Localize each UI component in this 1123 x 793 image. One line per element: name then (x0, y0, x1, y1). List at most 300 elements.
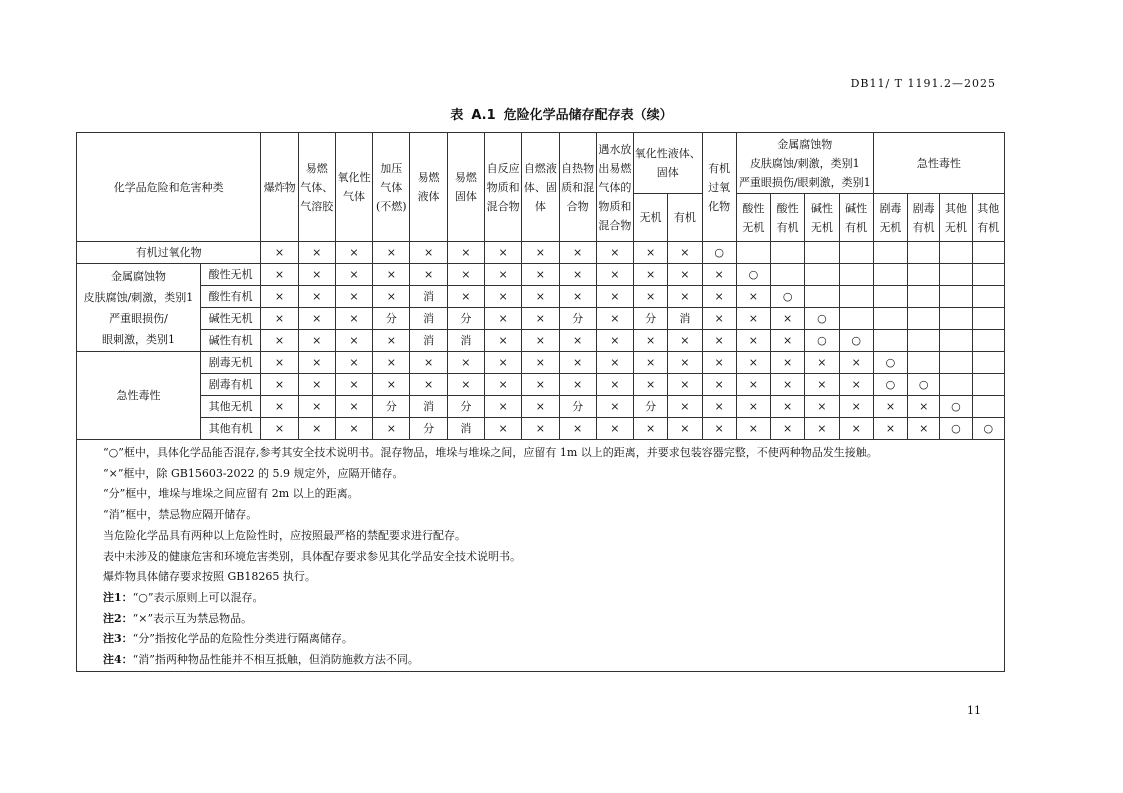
header-text-line: 有机 (912, 220, 935, 234)
table-cell (873, 308, 907, 330)
table-cell: × (484, 374, 521, 396)
table-cell: × (522, 374, 559, 396)
table-cell: × (736, 286, 770, 308)
note-text: “消”指两种物品性能并不相互抵触，但消防施救方法不同。 (132, 653, 419, 667)
header-text-line: 易燃 (417, 171, 440, 184)
header-text-line: 严重眼损伤/眼刺激，类别1 (738, 175, 871, 189)
table-cell: × (668, 264, 702, 286)
table-cell: × (736, 308, 770, 330)
header-text-line: 加压 (380, 161, 403, 175)
header-text-line: 气溶胶 (300, 199, 334, 213)
col-header-1 (298, 133, 335, 242)
table-cell: 分 (559, 396, 596, 418)
table-cell: 分 (634, 308, 668, 330)
row-group-corrosive (77, 264, 201, 352)
table-cell: × (908, 418, 940, 440)
table-cell: × (771, 352, 805, 374)
table-cell: × (634, 264, 668, 286)
table-cell: ○ (702, 242, 736, 264)
table-cell (839, 308, 873, 330)
table-cell: × (484, 352, 521, 374)
table-cell: × (596, 330, 633, 352)
col-header-6 (484, 133, 521, 242)
table-cell: × (484, 242, 521, 264)
table-title-text: 危险化学品储存配存表（续） (503, 108, 673, 123)
table-cell: × (839, 396, 873, 418)
table-cell (972, 242, 1004, 264)
table-cell (908, 330, 940, 352)
col-header-oxidizer: 氧化性液体、固体 (634, 133, 703, 194)
table-cell: × (522, 418, 559, 440)
header-text-line: 氧化性 (337, 171, 371, 184)
table-cell: × (373, 374, 410, 396)
table-cell: ○ (908, 374, 940, 396)
note-line (103, 464, 1004, 485)
col-subheader-toxic-3 (972, 194, 1004, 242)
header-text-line: 有机 (845, 220, 868, 234)
header-text-line: 气体 (380, 180, 403, 194)
table-row-corrosive (77, 330, 1005, 352)
table-cell: 消 (668, 308, 702, 330)
table-cell: × (522, 242, 559, 264)
table-cell: × (522, 396, 559, 418)
table-cell: × (805, 396, 839, 418)
table-cell: ○ (873, 352, 907, 374)
table-cell: × (298, 352, 335, 374)
table-cell: × (634, 418, 668, 440)
table-cell: × (559, 418, 596, 440)
table-cell: × (522, 264, 559, 286)
table-cell (972, 396, 1004, 418)
table-cell: × (522, 330, 559, 352)
table-cell: × (447, 264, 484, 286)
table-cell: × (668, 286, 702, 308)
table-cell: × (908, 396, 940, 418)
table-cell (873, 286, 907, 308)
table-cell: × (298, 264, 335, 286)
header-text-line: 易燃 (305, 161, 328, 175)
table-cell: × (839, 418, 873, 440)
table-cell (940, 330, 972, 352)
table-cell (805, 242, 839, 264)
table-cell: × (634, 330, 668, 352)
table-cell (972, 330, 1004, 352)
table-cell: × (410, 352, 447, 374)
table-cell (972, 264, 1004, 286)
row-sublabel: 剧毒有机 (200, 374, 260, 396)
note-text: “×”框中，除 GB15603-2022 的 5.9 规定外，应隔开储存。 (103, 466, 404, 480)
table-cell: × (335, 352, 372, 374)
header-text-line: 体、固 (523, 180, 557, 194)
table-cell: × (596, 396, 633, 418)
table-cell (908, 264, 940, 286)
table-cell (972, 352, 1004, 374)
header-text-line: 合物 (566, 199, 589, 213)
table-cell (771, 242, 805, 264)
table-cell (736, 242, 770, 264)
table-cell: × (298, 374, 335, 396)
table-cell: × (668, 352, 702, 374)
table-cell: × (261, 330, 298, 352)
table-row-corrosive (77, 264, 1005, 286)
table-cell (839, 264, 873, 286)
table-cell: × (736, 396, 770, 418)
col-header-7 (522, 133, 559, 242)
table-cell: × (771, 330, 805, 352)
table-cell: × (668, 330, 702, 352)
table-cell: × (736, 418, 770, 440)
table-row-toxic (77, 396, 1005, 418)
col-header-2 (335, 133, 372, 242)
table-cell: × (484, 264, 521, 286)
table-cell: ○ (805, 308, 839, 330)
header-text-line: 混合物 (598, 218, 632, 232)
table-row-toxic (77, 374, 1005, 396)
table-cell: × (559, 286, 596, 308)
table-cell: × (335, 374, 372, 396)
table-cell: × (736, 352, 770, 374)
table-cell: × (559, 352, 596, 374)
table-cell: × (261, 308, 298, 330)
table-cell (908, 308, 940, 330)
table-cell: × (373, 286, 410, 308)
table-cell: × (559, 242, 596, 264)
table-cell: × (335, 286, 372, 308)
table-cell: 分 (447, 308, 484, 330)
table-notes (77, 440, 1005, 672)
table-cell: × (410, 242, 447, 264)
header-text-line: 无机 (810, 220, 833, 234)
table-cell: × (596, 374, 633, 396)
col-subheader-corrosive-0 (736, 194, 770, 242)
storage-compatibility-table (76, 132, 1005, 672)
table-row-organic-peroxide (77, 242, 1005, 264)
note-prefix: 注3： (103, 632, 133, 646)
table-cell: × (559, 330, 596, 352)
table-cell: × (702, 330, 736, 352)
table-cell: × (335, 396, 372, 418)
table-cell: 分 (559, 308, 596, 330)
table-cell (972, 286, 1004, 308)
col-subheader-oxidizer-1: 有机 (668, 194, 702, 242)
note-text: 表中未涉及的健康危害和环境危害类别，具体配存要求参见其化学品安全技术说明书。 (103, 549, 521, 563)
row-group-toxic: 急性毒性 (77, 352, 201, 440)
table-cell: 消 (410, 330, 447, 352)
header-text-line: 气体的 (598, 180, 632, 194)
col-header-5 (447, 133, 484, 242)
note-line (103, 505, 1004, 526)
col-subheader-corrosive-3 (839, 194, 873, 242)
table-cell: ○ (873, 374, 907, 396)
table-cell: × (484, 418, 521, 440)
table-cell: × (261, 352, 298, 374)
header-text-line: 质和混 (561, 180, 595, 194)
note-line (103, 588, 1004, 609)
table-cell: × (261, 374, 298, 396)
table-cell: × (335, 242, 372, 264)
table-cell (908, 352, 940, 374)
table-cell (805, 264, 839, 286)
table-cell: ○ (940, 396, 972, 418)
table-cell: × (839, 352, 873, 374)
table-cell: × (484, 330, 521, 352)
col-header-0: 爆炸物 (261, 133, 298, 242)
header-text-line: 金属腐蚀物 (110, 269, 166, 283)
note-text: “○”表示原则上可以混存。 (132, 590, 264, 604)
table-cell: × (702, 352, 736, 374)
note-text: “分”指按化学品的危险性分类进行隔离储存。 (132, 632, 353, 646)
row-sublabel: 其他无机 (200, 396, 260, 418)
header-text-line: 自热物 (561, 161, 595, 175)
table-cell: × (447, 374, 484, 396)
col-header-9 (596, 133, 633, 242)
table-cell: × (261, 264, 298, 286)
header-text-line: 无机 (879, 220, 902, 234)
table-cell: × (634, 352, 668, 374)
table-cell (940, 374, 972, 396)
table-cell (972, 374, 1004, 396)
header-text-line: 酸性 (742, 201, 765, 215)
table-row-corrosive (77, 308, 1005, 330)
table-cell: × (596, 242, 633, 264)
table-cell (972, 308, 1004, 330)
header-text-line: 有机 (708, 161, 731, 175)
table-cell: ○ (972, 418, 1004, 440)
table-cell (940, 286, 972, 308)
table-cell: × (805, 352, 839, 374)
table-cell: × (335, 308, 372, 330)
col-header-corrosive (736, 133, 873, 194)
table-cell (940, 242, 972, 264)
table-cell: × (839, 374, 873, 396)
table-cell: × (596, 352, 633, 374)
note-text: 当危险化学品具有两种以上危险性时，应按照最严格的禁配要求进行配存。 (103, 528, 466, 542)
header-row-1 (77, 133, 1005, 194)
table-cell: × (298, 286, 335, 308)
col-header-organic-peroxide (702, 133, 736, 242)
table-cell: × (298, 418, 335, 440)
table-cell: × (634, 374, 668, 396)
table-cell: × (771, 308, 805, 330)
table-cell: × (410, 264, 447, 286)
table-cell: × (702, 264, 736, 286)
table-cell: 消 (410, 308, 447, 330)
table-cell: × (484, 286, 521, 308)
header-text-line: 酸性 (776, 201, 799, 215)
table-cell (771, 264, 805, 286)
header-text-line: 出易燃 (598, 161, 632, 175)
table-cell (839, 242, 873, 264)
row-label: 有机过氧化物 (77, 242, 261, 264)
table-cell (940, 352, 972, 374)
note-line (103, 443, 1004, 464)
table-cell: × (736, 330, 770, 352)
note-text: 爆炸物具体储存要求按照 GB18265 执行。 (103, 570, 316, 584)
table-number: A.1 (471, 108, 496, 123)
table-cell: 消 (447, 330, 484, 352)
table-cell: × (596, 264, 633, 286)
header-text-line: 剧毒 (879, 201, 902, 215)
table-cell: × (298, 308, 335, 330)
header-text-line: 自燃液 (523, 161, 557, 175)
table-cell: × (596, 308, 633, 330)
note-line (103, 609, 1004, 630)
table-row-toxic (77, 352, 1005, 374)
table-cell: × (596, 418, 633, 440)
table-cell: 消 (410, 396, 447, 418)
row-sublabel: 碱性无机 (200, 308, 260, 330)
table-cell: × (373, 242, 410, 264)
header-text-line: 其他 (944, 201, 967, 215)
note-prefix: 注2： (103, 611, 133, 625)
header-text-line: 有机 (977, 220, 1000, 234)
table-cell: 分 (373, 308, 410, 330)
table-cell: × (559, 374, 596, 396)
note-line (103, 547, 1004, 568)
table-cell (839, 286, 873, 308)
table-cell: × (447, 352, 484, 374)
header-text-line: 化物 (708, 199, 731, 213)
table-cell: × (261, 242, 298, 264)
table-cell: × (335, 418, 372, 440)
header-text-line: 金属腐蚀物 (777, 137, 833, 151)
table-cell: × (771, 418, 805, 440)
table-cell: × (736, 374, 770, 396)
table-cell (940, 264, 972, 286)
table-cell (873, 242, 907, 264)
table-cell: × (702, 308, 736, 330)
table-cell: × (298, 396, 335, 418)
table-cell: ○ (805, 330, 839, 352)
table-cell: × (373, 264, 410, 286)
header-text-line: 眼刺激，类别1 (101, 332, 175, 346)
table-cell: 分 (447, 396, 484, 418)
table-cell: × (668, 396, 702, 418)
col-header-toxic: 急性毒性 (873, 133, 1004, 194)
table-cell: × (373, 418, 410, 440)
table-cell: × (668, 242, 702, 264)
table-cell (805, 286, 839, 308)
note-line (103, 567, 1004, 588)
col-subheader-toxic-0 (873, 194, 907, 242)
table-cell: × (261, 418, 298, 440)
header-text-line: 易燃 (454, 171, 477, 184)
table-cell: × (873, 396, 907, 418)
table-cell: × (634, 286, 668, 308)
header-text-line: 固体 (454, 190, 477, 203)
table-cell: × (596, 286, 633, 308)
table-cell: × (522, 286, 559, 308)
table-cell (908, 286, 940, 308)
header-text-line: 遇水放 (598, 142, 632, 156)
header-text-line: 物质和 (598, 199, 632, 213)
table-row-corrosive (77, 286, 1005, 308)
table-cell: × (559, 264, 596, 286)
header-text-line: 混合物 (486, 199, 520, 213)
col-subheader-oxidizer-0: 无机 (634, 194, 668, 242)
col-subheader-corrosive-1 (771, 194, 805, 242)
table-cell: × (373, 352, 410, 374)
document-code: DB11/ T 1191.2—2025 (850, 77, 996, 90)
table-title-prefix: 表 (450, 108, 464, 123)
table-cell: × (410, 374, 447, 396)
header-text-line: 碱性 (845, 201, 868, 215)
row-sublabel: 酸性有机 (200, 286, 260, 308)
table-cell: × (668, 418, 702, 440)
header-text-line: 其他 (977, 201, 1000, 215)
table-cell: × (335, 264, 372, 286)
col-subheader-toxic-2 (940, 194, 972, 242)
note-line (103, 526, 1004, 547)
note-text: “○”框中，具体化学品能否混存,参考其安全技术说明书。混存物品，堆垛与堆垛之间，应留有 1m 以上的距离，并要求包装容器完整，不使两种物品发生接触。 (103, 446, 878, 459)
table-cell (940, 308, 972, 330)
table-cell: ○ (940, 418, 972, 440)
header-text-line: (不燃) (376, 199, 407, 213)
table-cell: × (298, 330, 335, 352)
table-cell: × (702, 396, 736, 418)
header-text-line: 体 (534, 199, 546, 213)
table-cell: × (771, 374, 805, 396)
header-text-line: 有机 (776, 220, 799, 234)
col-subheader-corrosive-2 (805, 194, 839, 242)
table-cell: × (447, 286, 484, 308)
table-cell: × (484, 308, 521, 330)
header-text-line: 无机 (742, 220, 765, 234)
page-number: 11 (967, 704, 981, 717)
note-line (103, 629, 1004, 650)
note-line (103, 484, 1004, 505)
table-cell: × (702, 374, 736, 396)
table-cell: × (261, 396, 298, 418)
header-text-line: 剧毒 (912, 201, 935, 215)
table-cell: × (484, 396, 521, 418)
col-header-4 (410, 133, 447, 242)
table-title (0, 104, 1123, 123)
table-cell: × (447, 242, 484, 264)
table-cell: 消 (447, 418, 484, 440)
table-cell: × (805, 374, 839, 396)
table-cell: × (771, 396, 805, 418)
row-sublabel: 其他有机 (200, 418, 260, 440)
note-text: “消”框中，禁忌物应隔开储存。 (103, 508, 258, 522)
row-header-label: 化学品危险和危害种类 (77, 133, 261, 242)
note-prefix: 注4： (103, 653, 133, 667)
table-cell: ○ (736, 264, 770, 286)
table-cell: × (702, 286, 736, 308)
row-sublabel: 碱性有机 (200, 330, 260, 352)
note-line (103, 650, 1004, 671)
table-cell (873, 330, 907, 352)
header-text-line: 自反应 (486, 161, 520, 175)
table-cell: × (373, 330, 410, 352)
note-text: “分”框中，堆垛与堆垛之间应留有 2m 以上的距离。 (103, 487, 359, 501)
header-text-line: 皮肤腐蚀/刺激，类别1 (83, 290, 194, 304)
header-text-line: 过氧 (708, 180, 731, 194)
table-cell: × (335, 330, 372, 352)
note-text: “×”表示互为禁忌物品。 (132, 611, 253, 625)
header-text-line: 气体 (343, 190, 366, 203)
header-text-line: 皮肤腐蚀/刺激，类别1 (749, 156, 860, 170)
col-subheader-toxic-1 (908, 194, 940, 242)
table-cell: × (261, 286, 298, 308)
header-text-line: 碱性 (810, 201, 833, 215)
table-cell: × (298, 242, 335, 264)
table-cell: × (668, 374, 702, 396)
row-sublabel: 剧毒无机 (200, 352, 260, 374)
table-cell: × (634, 242, 668, 264)
table-cell: ○ (771, 286, 805, 308)
table-row-toxic (77, 418, 1005, 440)
